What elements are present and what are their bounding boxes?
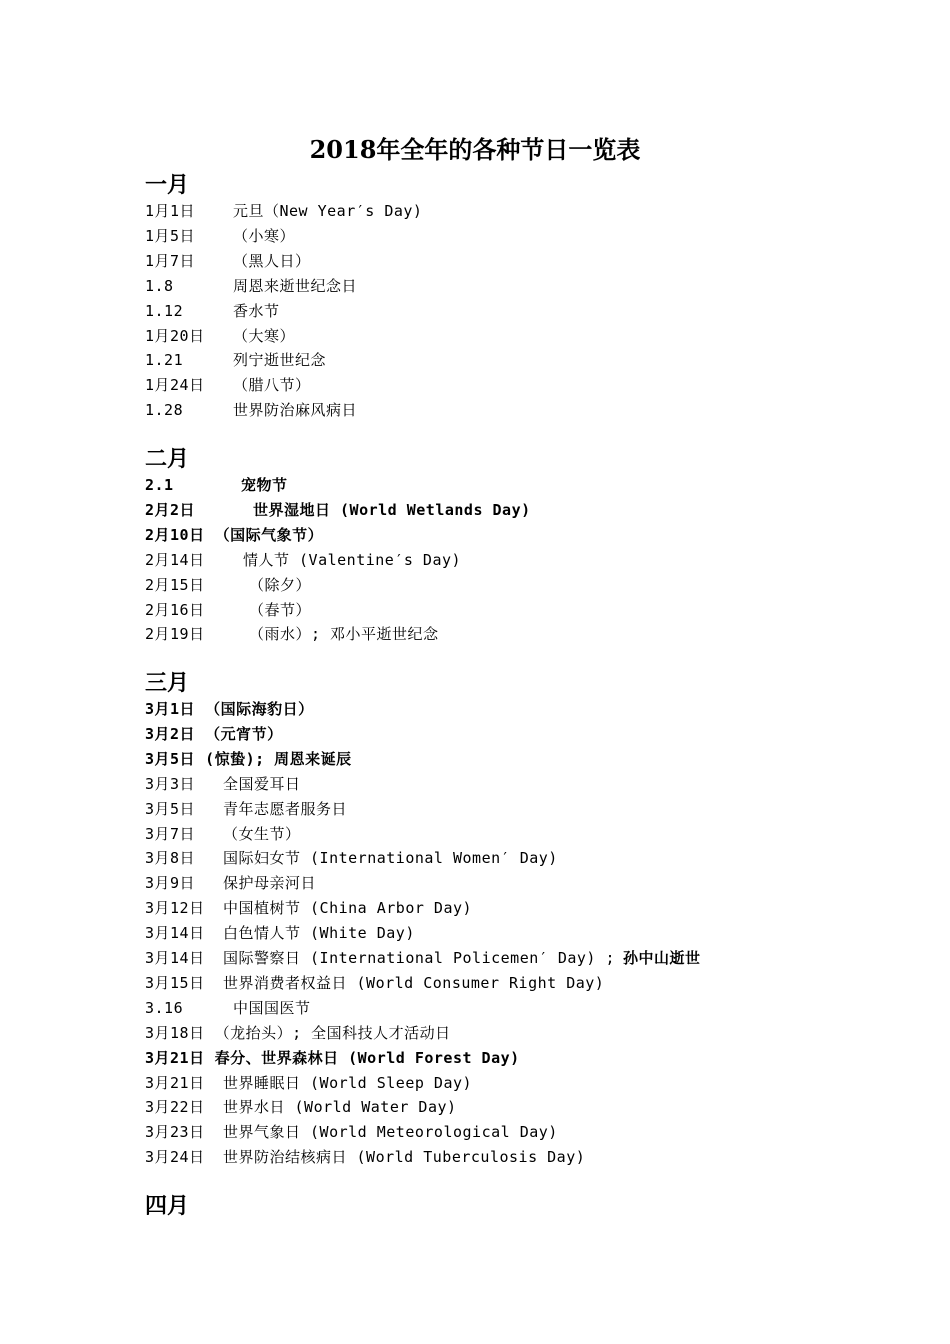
holiday-date: 1月5日 <box>145 226 196 245</box>
holiday-row <box>145 398 358 422</box>
holiday-name: 中国植树节 (China Arbor Day) <box>223 899 473 918</box>
holiday-name: 世界防治麻风病日 <box>233 401 358 420</box>
holiday-date: 1.8 <box>145 276 174 295</box>
holiday-name: （国际海豹日） <box>205 700 314 718</box>
holiday-row <box>145 249 311 273</box>
holiday-row <box>145 896 473 920</box>
holiday-name: （黑人日） <box>233 251 311 270</box>
holiday-name: 周恩来逝世纪念日 <box>233 276 358 295</box>
holiday-row <box>145 523 323 547</box>
holiday-date: 1月7日 <box>145 251 196 270</box>
holiday-row <box>145 498 531 522</box>
holiday-date: 3月5日 <box>145 799 196 818</box>
holiday-date: 1月20日 <box>145 326 205 345</box>
holiday-row <box>145 871 317 895</box>
holiday-name: （国际气象节） <box>214 525 324 544</box>
holiday-date: 3月5日 <box>145 749 196 768</box>
holiday-name: 世界气象日 (World Meteorological Day) <box>223 1123 558 1142</box>
holiday-row <box>145 822 301 846</box>
holiday-name: 世界睡眠日 (World Sleep Day) <box>223 1073 473 1092</box>
holiday-row <box>145 274 358 298</box>
holiday-row <box>145 722 283 746</box>
holiday-name: 国际警察日 (International Policemen′ Day) ; 孙中山逝世 <box>223 949 701 967</box>
holiday-row <box>145 1095 457 1119</box>
holiday-date: 3月21日 <box>145 1048 205 1067</box>
holiday-date: 3月9日 <box>145 874 196 893</box>
month-heading: 四月 <box>145 1194 190 1219</box>
holiday-row <box>145 772 301 796</box>
holiday-name: 中国国医节 <box>233 998 311 1017</box>
holiday-row <box>145 199 423 223</box>
holiday-date: 1.12 <box>145 301 184 320</box>
holiday-row <box>145 573 312 597</box>
holiday-name: 香水节 <box>233 301 280 320</box>
holiday-name: 世界消费者权益日 (World Consumer Right Day) <box>223 973 605 992</box>
holiday-row <box>145 548 462 572</box>
holiday-name: 世界湿地日 (World Wetlands Day) <box>253 500 531 519</box>
holiday-row <box>145 598 312 622</box>
month-heading: 二月 <box>145 447 190 472</box>
holiday-name: （龙抬头）; 全国科技人才活动日 <box>214 1023 451 1042</box>
holiday-name: （除夕） <box>249 575 312 594</box>
holiday-date: 3月7日 <box>145 824 196 843</box>
holiday-date: 3月21日 <box>145 1073 205 1092</box>
holiday-extra: 孙中山逝世 <box>623 949 701 967</box>
holiday-name: 国际妇女节 (International Women′ Day) <box>223 849 558 868</box>
holiday-row <box>145 1046 520 1070</box>
holiday-date: 3月12日 <box>145 899 205 918</box>
holiday-name: 元旦（New Year′s Day) <box>233 202 423 220</box>
holiday-name: (惊蛰); 周恩来诞辰 <box>205 749 352 768</box>
holiday-date: 2月16日 <box>145 600 205 619</box>
holiday-row <box>145 921 415 945</box>
holiday-date: 3月2日 <box>145 724 196 743</box>
holiday-row <box>145 996 311 1020</box>
holiday-date: 3月23日 <box>145 1123 205 1142</box>
holiday-date: 1.28 <box>145 401 184 420</box>
holiday-row <box>145 373 311 397</box>
holiday-date: 3月3日 <box>145 774 196 793</box>
holiday-name: 全国爱耳日 <box>223 774 301 793</box>
holiday-name: （春节） <box>249 600 312 619</box>
holiday-row <box>145 971 605 995</box>
holiday-name: 世界防治结核病日 (World Tuberculosis Day) <box>223 1148 586 1167</box>
holiday-date: 3月14日 <box>145 924 205 943</box>
holiday-date: 2月19日 <box>145 625 205 644</box>
holiday-name: （雨水）; 邓小平逝世纪念 <box>249 625 439 644</box>
holiday-name: 青年志愿者服务日 <box>223 799 348 818</box>
holiday-row <box>145 348 327 372</box>
holiday-name: （女生节） <box>223 824 301 843</box>
holiday-date: 2月14日 <box>145 550 205 569</box>
holiday-row <box>145 946 701 970</box>
holiday-row <box>145 1021 451 1045</box>
holiday-row <box>145 324 296 348</box>
holiday-date: 3月14日 <box>145 949 205 967</box>
holiday-row <box>145 622 439 646</box>
holiday-date: 2月10日 <box>145 525 205 544</box>
holiday-name: 情人节 (Valentine′s Day) <box>243 550 462 569</box>
holiday-date: 1月1日 <box>145 202 196 220</box>
holiday-name: （腊八节） <box>233 376 311 395</box>
holiday-row <box>145 1120 558 1144</box>
holiday-name: 列宁逝世纪念 <box>233 351 327 370</box>
holiday-row <box>145 747 352 771</box>
holiday-date: 3月15日 <box>145 973 205 992</box>
holiday-date: 3月1日 <box>145 700 196 718</box>
holiday-row <box>145 697 314 721</box>
holiday-date: 2.1 <box>145 476 174 494</box>
holiday-row <box>145 1145 586 1169</box>
holiday-row <box>145 846 558 870</box>
holiday-row <box>145 473 288 497</box>
month-heading: 三月 <box>145 671 190 696</box>
holiday-row <box>145 224 296 248</box>
holiday-date: 3月8日 <box>145 849 196 868</box>
holiday-date: 1.21 <box>145 351 184 370</box>
holiday-date: 2月2日 <box>145 500 196 519</box>
page-title: 2018年全年的各种节日一览表 <box>309 135 641 164</box>
holiday-date: 2月15日 <box>145 575 205 594</box>
holiday-name: 世界水日 (World Water Day) <box>223 1098 457 1117</box>
holiday-row <box>145 1071 473 1095</box>
holiday-date: 3月22日 <box>145 1098 205 1117</box>
holiday-name: （大寒） <box>233 326 296 345</box>
holiday-name: （元宵节） <box>205 724 283 743</box>
holiday-row <box>145 299 280 323</box>
holiday-date: 3.16 <box>145 998 184 1017</box>
holiday-name: 宠物节 <box>241 476 288 494</box>
holiday-date: 3月18日 <box>145 1023 205 1042</box>
holiday-date: 3月24日 <box>145 1148 205 1167</box>
holiday-name: （小寒） <box>233 226 296 245</box>
holiday-name: 保护母亲河日 <box>223 874 317 893</box>
holiday-row <box>145 797 348 821</box>
holiday-name: 春分、世界森林日 (World Forest Day) <box>214 1048 520 1067</box>
month-heading: 一月 <box>145 173 190 198</box>
holiday-name: 白色情人节 (White Day) <box>223 924 415 943</box>
holiday-date: 1月24日 <box>145 376 205 395</box>
